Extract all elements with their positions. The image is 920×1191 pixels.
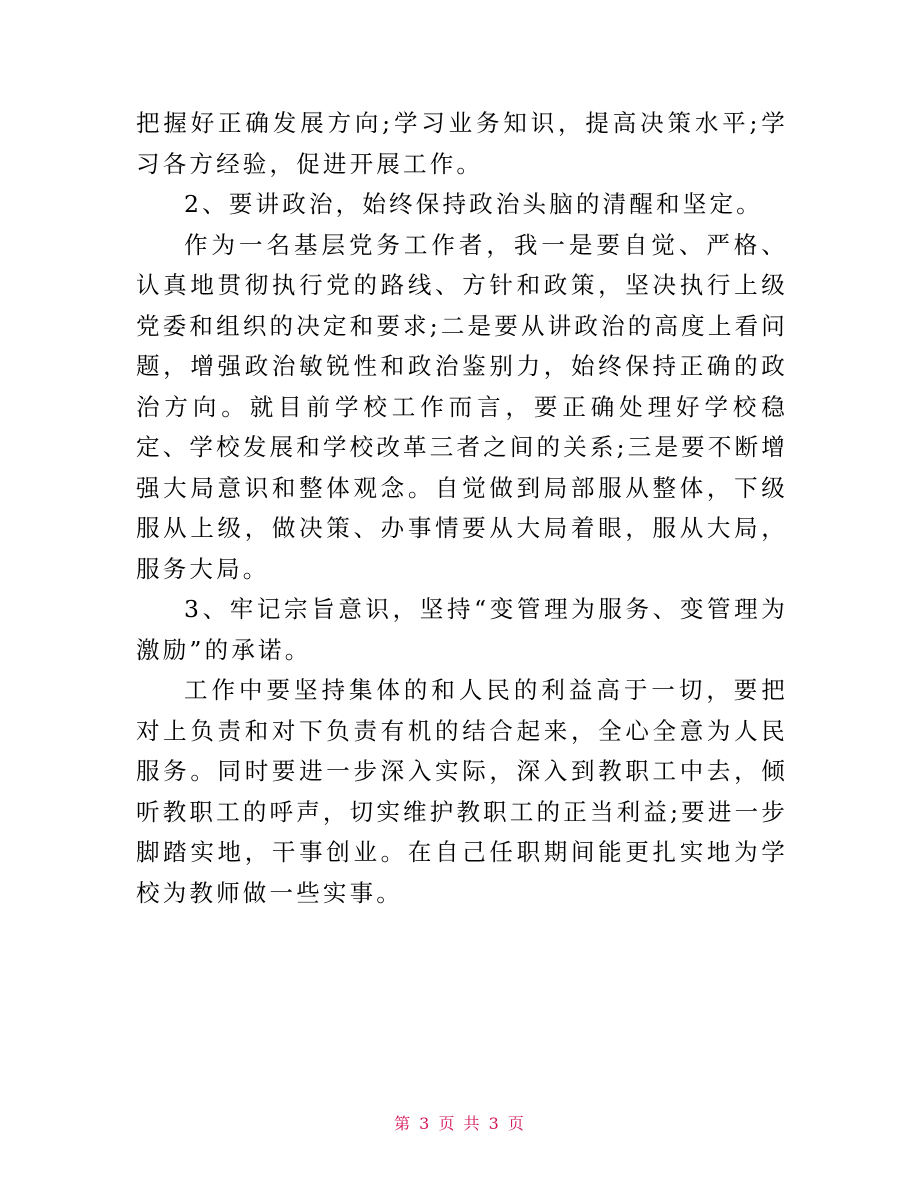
paragraph-body-3: 工作中要坚持集体的和人民的利益高于一切，要把对上负责和对下负责有机的结合起来，全心全意为人民服务。同时要进一步深入实际，深入到教职工中去，倾听教职工的呼声，切实维护教职工的正当利益;要进一步脚踏实地，干事创业。在自己任职期间能更扎实地为学校为教师做一些实事。 [136, 676, 788, 907]
paragraph-heading-2: 2、要讲政治，始终保持政治头脑的清醒和坚定。 [184, 190, 763, 218]
paragraph-heading-3: 3、牢记宗旨意识，坚持“变管理为服务、变管理为激励”的承诺。 [136, 595, 788, 664]
paragraph-body-2: 作为一名基层党务工作者，我一是要自觉、严格、认真地贯彻执行党的路线、方针和政策，坚决执行上级党委和组织的决定和要求;二是要从讲政治的高度上看问题，增强政治敏锐性和政治鉴别力，始终保持正确的政治方向。就目前学校工作而言，要正确处理好学校稳定、学校发展和学校改革三者之间的关系;三是要不断增强大局意识和整体观念。自觉做到局部服从整体，下级服从上级，做决策、办事情要从大局着眼，服从大局，服务大局。 [136, 230, 788, 583]
document-body [136, 103, 788, 913]
paragraph-continuation: 把握好正确发展方向;学习业务知识，提高决策水平;学习各方经验，促进开展工作。 [136, 109, 788, 178]
page-number-footer: 第 3 页 共 3 页 [394, 1114, 526, 1133]
